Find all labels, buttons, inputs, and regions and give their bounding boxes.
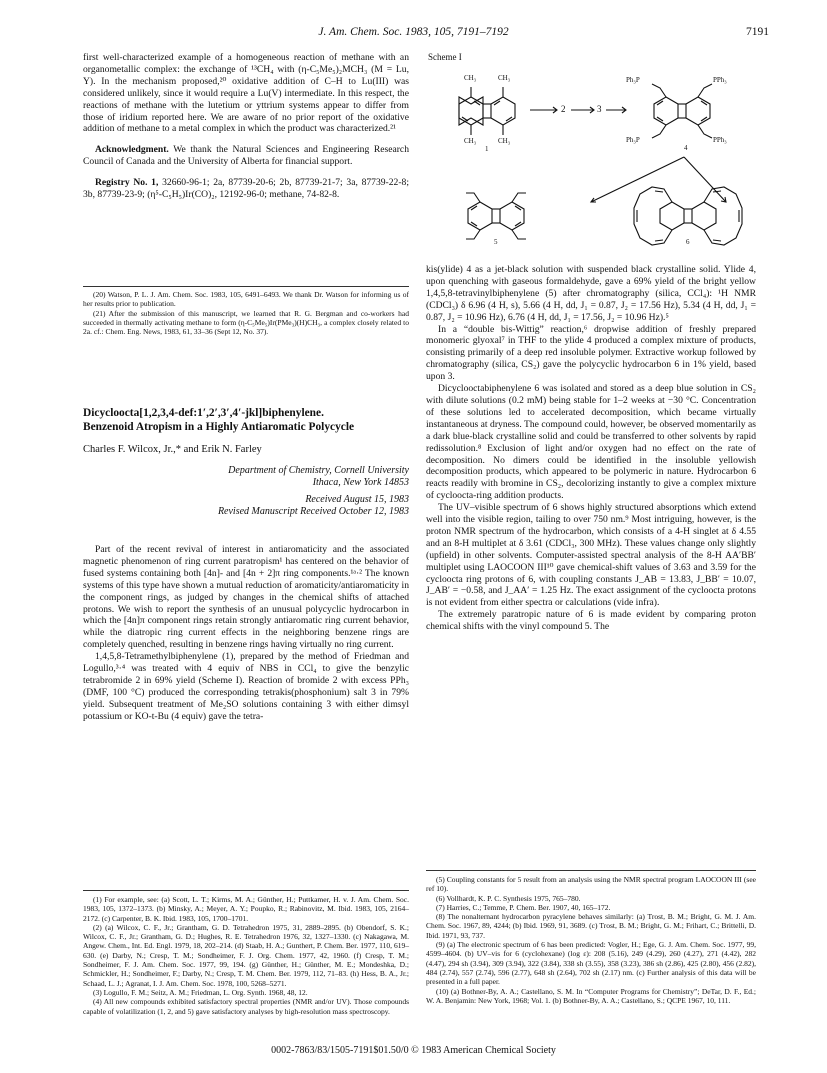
footnote-3: (3) Logullo, F. M.; Seitz, A. M.; Friedman, L. Org. Synth. 1968, 48, 12. [93, 987, 308, 997]
compound-3-number: 3 [597, 104, 602, 114]
intro-paragraph: first well-characterized example of a homogeneous reaction of methane with an organometallic complex: the exchange of ¹³CH₄ with (η-C₅Me₅)₂MCH₃ (M = Lu, Y). In the mechanism proposed,²⁰ oxidative addition of C–H to Lu(III) was considered unlikely, since it would require a Lu(V) intermediate. In this respect, the reactions of methane with the lutetium or yttrium systems appear to differ from those of iridium reported here. We are aware of no prior report of the oxidative addition of methane to a metal complex in which the product was characterized.²¹ [83, 52, 409, 135]
footnote-6: (6) Vollhardt, K. P. C. Synthesis 1975, 765–780. [436, 893, 581, 903]
affiliation [83, 465, 409, 519]
label-ch3-bottom-right: CH₃ [498, 137, 511, 145]
label-ch3-top-left: CH₃ [464, 74, 477, 82]
footnote-4: (4) All new compounds exhibited satisfactory spectral properties (NMR and/or UV). Those compounds capable of volatilization (1, 2, and 5) gave satisfactory analyses by high-resolution mass spectroscopy. [83, 997, 409, 1016]
footnote-10: (10) (a) Bothner-By, A. A.; Castellano, S. M. In “Computer Programs for Chemistry”; DeTar, D. F., Ed.; W. A. Benjamin: New York, 1968; Vol. 1. (b) Bothner-By, A. A.; Castellano, S.; QCPE 1967, 10, 111. [426, 986, 756, 1005]
footnote-21: (21) After the submission of this manuscript, we learned that R. G. Bergman and co-workers had succeeded in thermally activating methane to form (η-C₅Me₅)Ir(PMe₃)(H)CH₃, a complex closely related to 2a. cf.: Chem. Eng. News, 1983, 61, 33–36 (Sept 12, No. 37). [83, 308, 409, 337]
footnotes-top [83, 290, 409, 336]
revised-date: Revised Manuscript Received October 12, 1983 [217, 506, 409, 518]
registry-text: 32660-96-1; 2a, 87739-20-6; 2b, 87739-21-7; 3a, 87739-22-8; 3b, 87739-23-9; (η⁵-C₅H₅)Ir(CO)₂, 12192-96-0; methane, 74-82-8. [83, 177, 409, 201]
label-pph3-top: PPh₃ [713, 76, 727, 84]
compound-6-structure [634, 187, 742, 245]
compound-5-number: 5 [494, 238, 498, 246]
ack-text: We thank the Natural Sciences and Engineering Research Council of Canada and the University of Alberta for financial support. [83, 144, 409, 168]
registry-numbers [83, 177, 409, 201]
footnote-1: (1) For example, see: (a) Scott, L. T.; Kirms, M. A.; Günther, H.; Puttkamer, H. v. J. Am. Chem. Soc. 1983, 105, 1372–1373. (b) Minsky, A.; Meyer, A. Y.; Poupko, R.; Rabinovitz, M. Ibid. 1983, 105, 2164–2172. (c) Carpenter, B. K. Ibid. 1983, 105, 1700–1701. [83, 895, 409, 923]
left-body [83, 544, 409, 723]
page-footer: 0002-7863/83/1505-7191$01.50/0 © 1983 American Chemical Society [271, 1045, 556, 1056]
label-pph3-bottom: PPh₃ [713, 136, 727, 144]
reaction-arrows [530, 107, 626, 113]
label-ph3p-top: Ph₃P [626, 76, 640, 84]
right-column [426, 264, 756, 633]
right-paragraph-2: In a “double bis-Wittig” reaction,⁶ dropwise addition of freshly prepared monomeric glyoxal⁷ in THF to the ylide 4 produced a complex mixture of products, consisting primarily of a deep red insoluble polymer. Extractive workup followed by chromatography (silica, CS₂) gave the polycyclic hydrocarbon 6 in 1% yield, based upon 3. [426, 323, 756, 383]
title-line-1: Dicycloocta[1,2,3,4-def:1′,2′,3′,4′-jkl]biphenylene. [83, 407, 324, 419]
body-paragraph-1: Part of the recent revival of interest in antiaromaticity and the associated magnetic phenomenon of ring current paratropism¹ has centered on the behavior of fused systems containing both [4n]- and [4n + 2]π ring components.¹ᵃ·² The known systems of this type have shown a mutual reduction of aromaticity/antiaromaticity in the component rings, as judged by changes in the chemical shifts of attached protons. We wish to report the synthesis of an unusual polycyclic hydrocarbon in which the [4n]π component rings retain strongly antiaromatic ring current behavior, while the diatropic ring current effects in the neighboring benzene rings are completely quenched, resulting in benzene rings having virtually no ring current. [83, 544, 409, 651]
scheme [426, 52, 756, 252]
diverging-arrows [591, 157, 726, 202]
footnote-rule-top [83, 286, 409, 287]
footnote-9: (9) (a) The electronic spectrum of 6 has been predicted: Vogler, H.; Ege, G. J. Am. Chem. Soc. 1977, 99, 4599–4604. (b) UV–vis for 6 (cyclohexane) (log ε): 208 (5.16), 249 (4.29), 260 (4.27), 271 (4.42), 282 (4.47), 294 sh (3.94), 309 (3.94), 322 (3.84), 338 sh (3.55), 358 (3.23), 386 sh (2.86), 425 (2.80), 456 (2.82), 484 (2.74), 557 (2.74), 596 (2.77), 648 sh (2.64), 702 sh (2.17) nm. (c) Further analysis of this data will be presented in a full paper. [426, 940, 756, 987]
title-line-2: Benzenoid Atropism in a Highly Antiaromatic Polycycle [83, 421, 355, 433]
running-head [0, 26, 827, 42]
compound-5-structure [466, 193, 526, 239]
label-ch3-top-right: CH₃ [498, 74, 511, 82]
affiliation-line-2: Ithaca, New York 14853 [312, 477, 409, 489]
registry-heading: Registry No. 1, [95, 177, 159, 189]
article-header [83, 406, 409, 519]
compound-1-number: 1 [485, 145, 489, 153]
compound-6-number: 6 [686, 238, 690, 246]
label-ch3-bottom-left: CH₃ [464, 137, 477, 145]
footnote-7: (7) Harries, C.; Temme, P. Chem. Ber. 1907, 40, 165–172. [436, 902, 611, 912]
footnote-8: (8) The nonalternant hydrocarbon pyracylene behaves similarly: (a) Trost, B. M.; Bright, G. M. J. Am. Chem. Soc. 1967, 89, 4244; (b) Ibid. 1969, 91, 3689. (c) Trost, B. M.; Bright, G. M.; Frihart, C.; Brittelli, D. Ibid. 1971, 93, 737. [426, 912, 756, 940]
footnote-20: (20) Watson, P. L. J. Am. Chem. Soc. 1983, 105, 6491–6493. We thank Dr. Watson for informing us of her results prior to publication. [83, 290, 409, 309]
authors: Charles F. Wilcox, Jr.,* and Erik N. Farley [83, 444, 262, 455]
footnote-rule-left [83, 890, 409, 891]
footnote-2: (2) (a) Wilcox, C. F., Jr.; Grantham, G. D. Tetrahedron 1975, 31, 2889–2895. (b) Obendorf, S. K.; Wilcox, C. F., Jr.; Grantham, G. D.; Hughes, R. E. Tetrahedron 1976, 32, 1327–1330. (c) Nakagawa, M. Angew. Chem., Int. Ed. Engl. 1979, 18, 202–214. (d) Staab, H. A.; Gunthert, P. Chem. Ber. 1977, 110, 619–630. (e) Darby, N.; Cresp, T. M.; Sondheimer, F. J. Org. Chem. 1977, 42, 1960. (f) Cresp, T. M.; Sondheimer, F. J. Am. Chem. Soc. 1977, 99, 194. (g) Günther, H.; Günther, M. E.; Mondeshka, D.; Schmickler, H.; Sondheimer, F.; Darby, N.; Cresp, T. M. Chem. Ber. 1979, 112, 71–83. (h) Hess, B. A., Jr.; Schaad, L. J.; Agranat, I. J. Am. Chem. Soc. 1978, 100, 5268–5271. [83, 922, 409, 988]
scheme-drawing [426, 52, 756, 252]
right-paragraph-3: Dicyclooctabiphenylene 6 was isolated and stored as a deep blue solution in CS₂ with dilute solutions (0.2 mM) being stable for 1–2 weeks at −30 °C. Concentration of these solutions led to accelerated decomposition, which became virtually instantaneous at dryness. The compound could, however, be observed momentarily as a dark blue-black crystalline solid and could be transferred to other solvents by rapid redissolution.⁸ Exclusion of light and/or oxygen had no effect on the rate of decomposition. No dimers could be identified in the insoluble yellowish decomposition products, which appeared to be polymeric in nature. Hydrocarbon 6 reacts readily with bromine in CS₂, decolorizing instantly to give a complex mixture of cyclooctа-ring addition products. [426, 383, 756, 502]
right-paragraph-4: The UV–visible spectrum of 6 shows highly structured absorptions which extend well into the visible region, tailing to over 750 nm.⁹ Most intriguing, however, is the proton NMR spectrum of the hydrocarbon, which consists of a 4-H singlet at δ 4.55 and an 8-H multiplet at δ 3.61 (CDCl₃, 300 MHz). These values change only slightly (upfield) in other solvents. Computer-assisted spectral analysis of the 8-H AA′BB′ multiplet using LAOCOON III¹⁰ gave chemical-shift values of 3.63 and 3.59 for the cycloocta ring protons of 6, with coupling constants J_AB = 13.83, J_BB′ = 10.07, J_AB′ = −0.58, and J_AA′ = 1.25 Hz. The exact assignment of the cycloocta protons is not evident from either spectra or calculations (vide infra). [426, 502, 756, 609]
body-paragraph-2: 1,4,5,8-Tetramethylbiphenylene (1), prepared by the method of Friedman and Logullo,³·⁴ was treated with 4 equiv of NBS in CCl₄ to give the benzylic tetrabromide 2 in 69% yield (Scheme I). Reaction of bromide 2 with excess PPh₃ (DMF, 100 °C) produced the corresponding tetrakis(phosphonium) salt 3 in 79% yield. Subsequent treatment of Me₂SO solutions containing 3 with either dimsyl potassium or KO-t-Bu (4 equiv) gave the tetra- [83, 651, 409, 722]
label-ph3p-bottom: Ph₃P [626, 136, 640, 144]
page-number: 7191 [746, 26, 769, 38]
compound-4-number: 4 [684, 144, 688, 152]
right-paragraph-1: kis(ylide) 4 as a jet-black solution with suspended black crystalline solid. Ylide 4, upon quenching with gaseous formaldehyde, gave a 69% yield of the bright yellow 1,4,5,8-tetravinylbiphenylene (5) after chromatography (silica, CCl₄): ¹H NMR (CDCl₃) δ 6.96 (4 H, s), 5.66 (4 H, dd, J₁ = 0.87, J₂ = 17.56 Hz), 5.34 (4 H, dd, J₁ = 0.87, J₂ = 10.96 Hz), 6.76 (4 H, dd, J₁ = 17.56, J₂ = 10.96 Hz).⁵ [426, 264, 756, 323]
right-paragraph-5: The extremely paratropic nature of 6 is made evident by comparing proton chemical shifts with the vinyl compound 5. The [426, 609, 756, 633]
scheme-label: Scheme I [428, 52, 462, 62]
left-column [83, 52, 409, 201]
footnote-rule-right [426, 870, 756, 871]
received-date: Received August 15, 1983 [305, 493, 409, 505]
compound-1-structure [459, 87, 515, 135]
affiliation-line-1: Department of Chemistry, Cornell University [228, 464, 409, 476]
footnote-5: (5) Coupling constants for 5 result from an analysis using the NMR spectral program LAOCOON III (see ref 10). [426, 875, 756, 894]
footnotes-right [426, 875, 756, 1005]
article-title [83, 406, 409, 434]
ack-heading: Acknowledgment. [95, 144, 169, 156]
compound-4-structure [652, 84, 712, 138]
journal-citation: J. Am. Chem. Soc. 1983, 105, 7191–7192 [318, 26, 509, 38]
footnotes-left [83, 895, 409, 1016]
compound-2-number: 2 [561, 104, 566, 114]
acknowledgment [83, 144, 409, 168]
